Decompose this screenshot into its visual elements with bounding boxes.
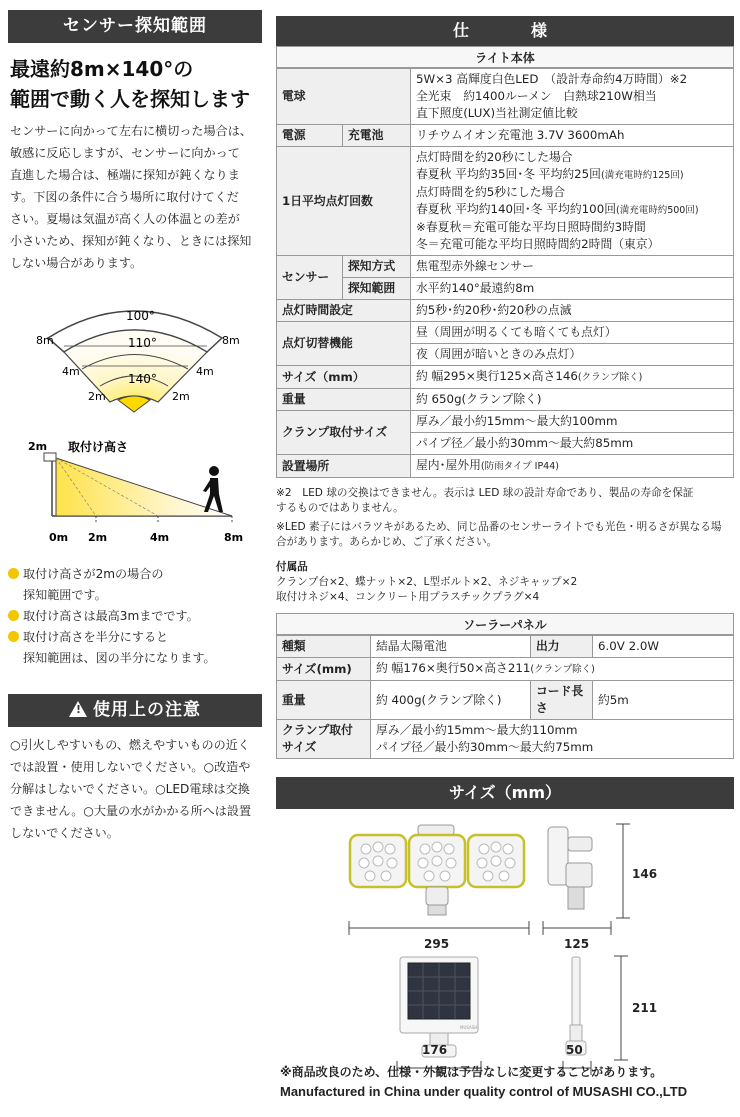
fan-label-110: 110°	[128, 336, 157, 350]
sensor-label: センサー	[277, 256, 343, 300]
side-x-0m: 0m	[49, 531, 69, 544]
side-detection-diagram	[0, 434, 268, 546]
para-line: しない場合があります。	[10, 256, 143, 270]
place-note: (防雨タイプ IP44)	[480, 461, 559, 472]
dim-line-146	[616, 823, 630, 919]
solar-size-label: サイズ(mm)	[277, 658, 371, 681]
daily-line: 点灯時間を約5秒にした場合	[416, 185, 566, 199]
accessories-line: クランプ台×2、蝶ナット×2、L型ボルト×2、ネジキャップ×2	[276, 576, 578, 588]
side-x-8m: 8m	[224, 531, 244, 544]
para-line: す。下図の条件に合う場所に取付けてくだ	[10, 190, 239, 204]
daily-line: ※春夏秋＝充電可能な平均日照時間約3時間	[416, 220, 646, 234]
footer-notice: ※商品改良のため、仕様・外観は予告なしに変更することがあります。	[280, 1065, 663, 1079]
sensor-origin	[118, 396, 150, 412]
spec-row-power	[277, 125, 734, 147]
bullet-text: 取付け高さは最高3mまでです。	[23, 609, 199, 623]
spec-title: 仕 様	[276, 16, 734, 46]
solar-size-text: 約 幅176×奥行50×高さ211	[376, 661, 531, 675]
caution-line: しないでください。	[10, 826, 119, 840]
yellow-dot-icon	[8, 631, 19, 642]
solar-clamp-line: パイプ径／最小約30mm〜最大約75mm	[376, 740, 594, 754]
sensor-method-value: 焦電型赤外線センサー	[411, 256, 734, 278]
solar-weight-value: 約 400g(クランプ除く)	[371, 681, 531, 720]
bulb-line: 全光束 約1400ルーメン 白熱球210W相当	[416, 89, 657, 103]
mode-day-value: 昼（周囲が明るくても暗くても点灯）	[411, 322, 734, 344]
para-line: 敏感に反応しますが、センサーに向かって	[10, 146, 240, 160]
sensor-paragraph	[10, 120, 272, 274]
solar-row-clamp	[277, 720, 734, 759]
time-label: 点灯時間設定	[277, 300, 411, 322]
size-section-title: サイズ（mm）	[276, 777, 734, 809]
para-line: 小さいため、探知が鈍くなり、ときには探知	[10, 234, 252, 248]
bullet-text: 探知範囲は、図の半分になります。	[23, 651, 216, 665]
spec-row-clamp-1	[277, 411, 734, 433]
fan-label-4m-right: 4m	[196, 365, 214, 378]
solar-size-value	[371, 658, 734, 681]
bullet-1	[8, 564, 268, 606]
dim-176: 176	[422, 1043, 448, 1057]
led-head-right	[468, 835, 524, 887]
solar-spec-table	[276, 635, 734, 759]
bullet-3	[8, 627, 268, 669]
light-body-header: ライト本体	[276, 46, 734, 68]
fan-label-100: 100°	[126, 309, 155, 323]
solar-type-label: 種類	[277, 636, 371, 658]
solar-weight-label: 重量	[277, 681, 371, 720]
daily-line: 点灯時間を約20秒にした場合	[416, 150, 573, 164]
light-sensor-box	[426, 887, 448, 905]
clamp-thickness-value: 厚み／最小約15mm〜最大約100mm	[411, 411, 734, 433]
spec-row-size	[277, 366, 734, 389]
daily-line: 春夏秋 平均約35回･冬 平均約25回	[416, 167, 601, 181]
daily-note: (満充電時約500回)	[616, 205, 699, 216]
spec-row-mode-1	[277, 322, 734, 344]
bulb-line: 5W×3 高輝度白色LED （設計寿命約4万時間）※2	[416, 72, 688, 86]
solar-clamp-value	[371, 720, 734, 759]
solar-output-label: 出力	[531, 636, 593, 658]
solar-row-size	[277, 658, 734, 681]
caution-title-text: 使用上の注意	[93, 700, 201, 720]
yellow-dot-icon	[8, 610, 19, 621]
solar-row-type	[277, 636, 734, 658]
size-value	[411, 366, 734, 389]
note-line: 合があります。あらかじめ、ご了承ください。	[276, 536, 498, 548]
note-line: するものではありません。	[276, 502, 404, 514]
mode-night-value: 夜（周囲が暗いときのみ点灯）	[411, 344, 734, 366]
dim-146: 146	[632, 867, 658, 881]
spec-row-place	[277, 455, 734, 478]
walking-person-icon	[203, 466, 223, 512]
para-line: 直進した場合は、極端に探知が鈍くなりま	[10, 168, 240, 182]
left-column	[0, 0, 268, 1117]
size-text: 約 幅295×奥行125×高さ146	[416, 369, 578, 383]
mode-label: 点灯切替機能	[277, 322, 411, 366]
led-head-center	[409, 835, 465, 887]
headline-line-2: 範囲で動く人を探知します	[10, 87, 250, 111]
sensor-method-label: 探知方式	[343, 256, 411, 278]
caution-line: ○引火しやすいもの、燃えやすいものの近く	[10, 738, 250, 752]
caution-line: できません。○大量の水がかかる所へは設置	[10, 804, 252, 818]
dim-line-211	[614, 955, 628, 1061]
bulb-line: 直下照度(LUX)当社測定値比較	[416, 106, 578, 120]
right-column	[276, 0, 740, 1117]
side-height-2m: 2m	[28, 440, 48, 453]
accessories-line: 取付けネジ×4、コンクリート用プラスチックプラグ×4	[276, 591, 540, 603]
caution-line: では設置・使用しないでください。○改造や	[10, 760, 251, 774]
spec-row-bulb	[277, 69, 734, 125]
clamp-label: クランプ取付サイズ	[277, 411, 411, 455]
footer-manufacturer: Manufactured in China under quality control of MUSASHI CO.,LTD	[280, 1084, 688, 1099]
solar-size-note: (クランプ除く)	[530, 664, 595, 675]
accessories-title: 付属品	[276, 561, 308, 573]
solar-clamp-label	[277, 720, 371, 759]
fan-label-140: 140°	[128, 372, 157, 386]
spec-row-sensor-range	[277, 278, 734, 300]
bulb-label: 電球	[277, 69, 411, 125]
sensor-range-value: 水平約140°最遠約8m	[411, 278, 734, 300]
fan-label-8m-left: 8m	[36, 334, 54, 347]
daily-line: 春夏秋 平均約140回･冬 平均約100回	[416, 202, 616, 216]
solar-clamp-label-line: クランプ取付	[282, 723, 353, 737]
dim-211: 211	[632, 1001, 658, 1015]
place-value	[411, 455, 734, 478]
solar-clamp-line: 厚み／最小約15mm〜最大約110mm	[376, 723, 578, 737]
headline-line-1: 最遠約8m×140°の	[10, 57, 194, 81]
para-line: センサーに向かって左右に横切った場合は、	[10, 124, 252, 138]
note-led-life	[276, 486, 734, 516]
daily-note: (満充電時約125回)	[600, 170, 684, 181]
fan-label-2m-left: 2m	[88, 390, 106, 403]
solar-header: ソーラーパネル	[276, 613, 734, 635]
solar-type-value: 結晶太陽電池	[371, 636, 531, 658]
solar-cord-value: 約5m	[593, 681, 734, 720]
bullet-text: 取付け高さを半分にすると	[23, 630, 169, 644]
bullet-2	[8, 606, 268, 627]
accessories	[276, 560, 734, 605]
fan-label-2m-right: 2m	[172, 390, 190, 403]
yellow-dot-icon	[8, 568, 19, 579]
solar-clamp-label-line: サイズ	[282, 740, 317, 754]
power-label: 電源	[277, 125, 343, 147]
power-value: リチウムイオン充電池 3.7V 3600mAh	[411, 125, 734, 147]
daily-line: 冬＝充電可能な平均日照時間約2時間（東京）	[416, 237, 660, 251]
dim-295: 295	[424, 937, 450, 951]
warning-icon: !	[69, 701, 87, 717]
side-mount-height-label: 取付け高さ	[68, 440, 129, 454]
daily-label: 1日平均点灯回数	[277, 147, 411, 256]
solar-row-weight	[277, 681, 734, 720]
note-line: ※2 LED 球の交換はできません。表示は LED 球の設計寿命であり、製品の寿命を保証	[276, 487, 694, 499]
sensor-headline	[10, 54, 268, 114]
caution-title	[8, 694, 262, 727]
place-label: 設置場所	[277, 455, 411, 478]
bullet-text: 探知範囲です。	[23, 588, 107, 602]
side-x-2m: 2m	[88, 531, 108, 544]
dim-125: 125	[564, 937, 590, 951]
footer	[280, 1062, 738, 1102]
fan-label-8m-right: 8m	[222, 334, 240, 347]
dim-50: 50	[566, 1043, 583, 1057]
power-sub-label: 充電池	[343, 125, 411, 147]
note-line: ※LED 素子にはバラツキがあるため、同じ品番のセンサーライトでも光色・明るさが異なる場	[276, 521, 722, 533]
solar-cord-label: コード長さ	[531, 681, 593, 720]
daily-value	[411, 147, 734, 256]
sensor-range-label: 探知範囲	[343, 278, 411, 300]
dim-line-125	[542, 921, 612, 935]
size-label: サイズ（mm）	[277, 366, 411, 389]
light-spec-table	[276, 68, 734, 478]
caution-text	[10, 734, 272, 844]
para-line: さい。夏場は気温が高く人の体温との差が	[10, 212, 240, 226]
time-value: 約5秒･約20秒･約20秒の点滅	[411, 300, 734, 322]
spec-row-time	[277, 300, 734, 322]
solar-output-value: 6.0V 2.0W	[593, 636, 734, 658]
place-text: 屋内･屋外用	[416, 458, 481, 472]
side-x-4m: 4m	[150, 531, 170, 544]
spec-row-weight	[277, 389, 734, 411]
light-fixture-icon	[44, 453, 56, 461]
weight-label: 重量	[277, 389, 411, 411]
spec-row-sensor-method	[277, 256, 734, 278]
note-led-variance	[276, 520, 734, 550]
led-head-left	[350, 835, 406, 887]
fan-label-4m-left: 4m	[62, 365, 80, 378]
size-note: (クランプ除く)	[577, 372, 643, 383]
size-drawings	[276, 809, 734, 1079]
clamp-pipe-value: パイプ径／最小約30mm〜最大約85mm	[411, 433, 734, 455]
bulb-value	[411, 69, 734, 125]
caution-line: 分解はしないでください。○LED電球は交換	[10, 782, 250, 796]
bullet-text: 取付け高さが2mの場合の	[23, 567, 164, 581]
light-front-drawing	[348, 823, 526, 917]
weight-value: 約 650g(クランプ除く)	[411, 389, 734, 411]
light-side-drawing	[544, 823, 610, 917]
panel-brand-text: MUSASHI	[460, 1025, 479, 1030]
detection-fan-diagram	[0, 296, 268, 422]
spec-row-daily	[277, 147, 734, 256]
sensor-range-title: センサー探知範囲	[8, 10, 262, 43]
dim-line-295	[348, 921, 530, 935]
